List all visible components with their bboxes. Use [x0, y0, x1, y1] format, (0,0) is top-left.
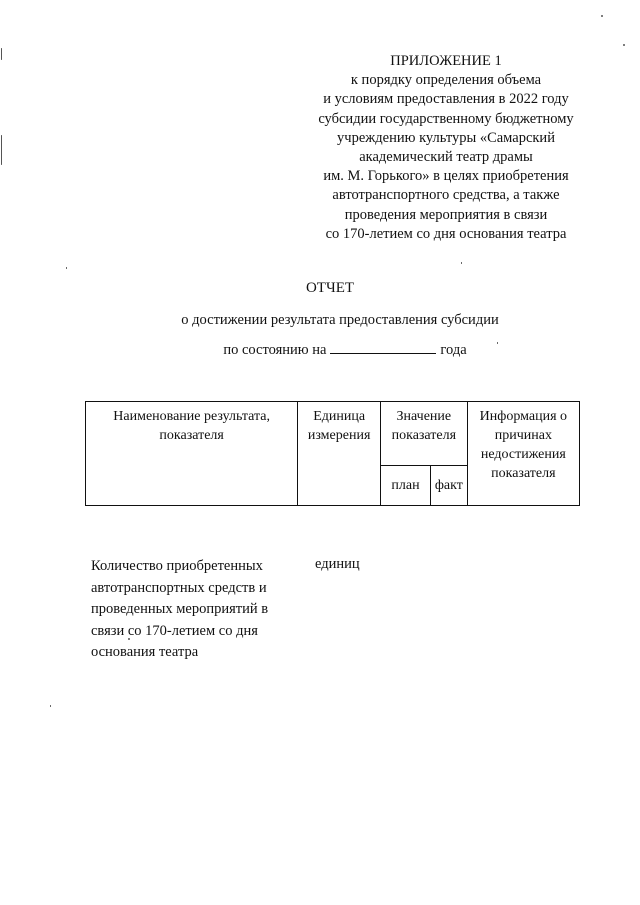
result-name-line: связи со 170-летием со дня [91, 622, 258, 639]
date-prefix: по состоянию на [223, 342, 327, 358]
appendix-line: академический театр драмы [359, 149, 533, 166]
appendix-line: проведения мероприятия в связи [344, 206, 548, 223]
header-info: Информация о причинах недостижения показателя [467, 402, 579, 506]
appendix-header [296, 52, 596, 244]
result-unit: единиц [315, 556, 360, 572]
scan-speck [461, 262, 462, 264]
scan-speck [1, 135, 2, 165]
header-unit: Единица измерения [298, 402, 381, 506]
date-blank-field [330, 341, 436, 354]
report-title: ОТЧЕТ [305, 280, 355, 296]
result-name [91, 556, 301, 664]
header-name: Наименование результата, показателя [86, 402, 298, 506]
appendix-title: ПРИЛОЖЕНИЕ 1 [390, 53, 502, 69]
report-date-line [0, 341, 640, 359]
result-name-line: основания театра [91, 644, 199, 660]
scan-speck [601, 15, 603, 17]
report-subtitle: о достижении результата предоставления субсидии [181, 312, 499, 328]
header-value: Значение показателя [380, 402, 467, 466]
scan-speck [497, 342, 498, 344]
result-name-line: автотранспортных средств и [91, 579, 267, 596]
header-plan: план [380, 466, 430, 506]
appendix-line: субсидии государственному бюджетному [318, 110, 574, 127]
scan-speck [623, 44, 625, 46]
appendix-line: автотранспортного средства, а также [332, 187, 560, 204]
report-table [85, 401, 580, 506]
header-fact: факт [430, 466, 467, 506]
scan-speck [50, 705, 51, 707]
result-name-line: проведенных мероприятий в [91, 601, 269, 617]
appendix-line: им. М. Горького» в целях приобретения [323, 168, 569, 185]
appendix-line: и условиям предоставления в 2022 году [323, 91, 569, 108]
scan-speck [66, 267, 67, 269]
result-name-line: Количество приобретенных [91, 558, 263, 574]
scan-speck [1, 48, 2, 60]
appendix-line: учреждению культуры «Самарский [337, 129, 555, 146]
appendix-line: к порядку определения объема [350, 72, 542, 89]
scan-speck [128, 638, 130, 640]
appendix-line: со 170-летием со дня основания театра [325, 225, 567, 242]
date-suffix: года [440, 342, 467, 358]
